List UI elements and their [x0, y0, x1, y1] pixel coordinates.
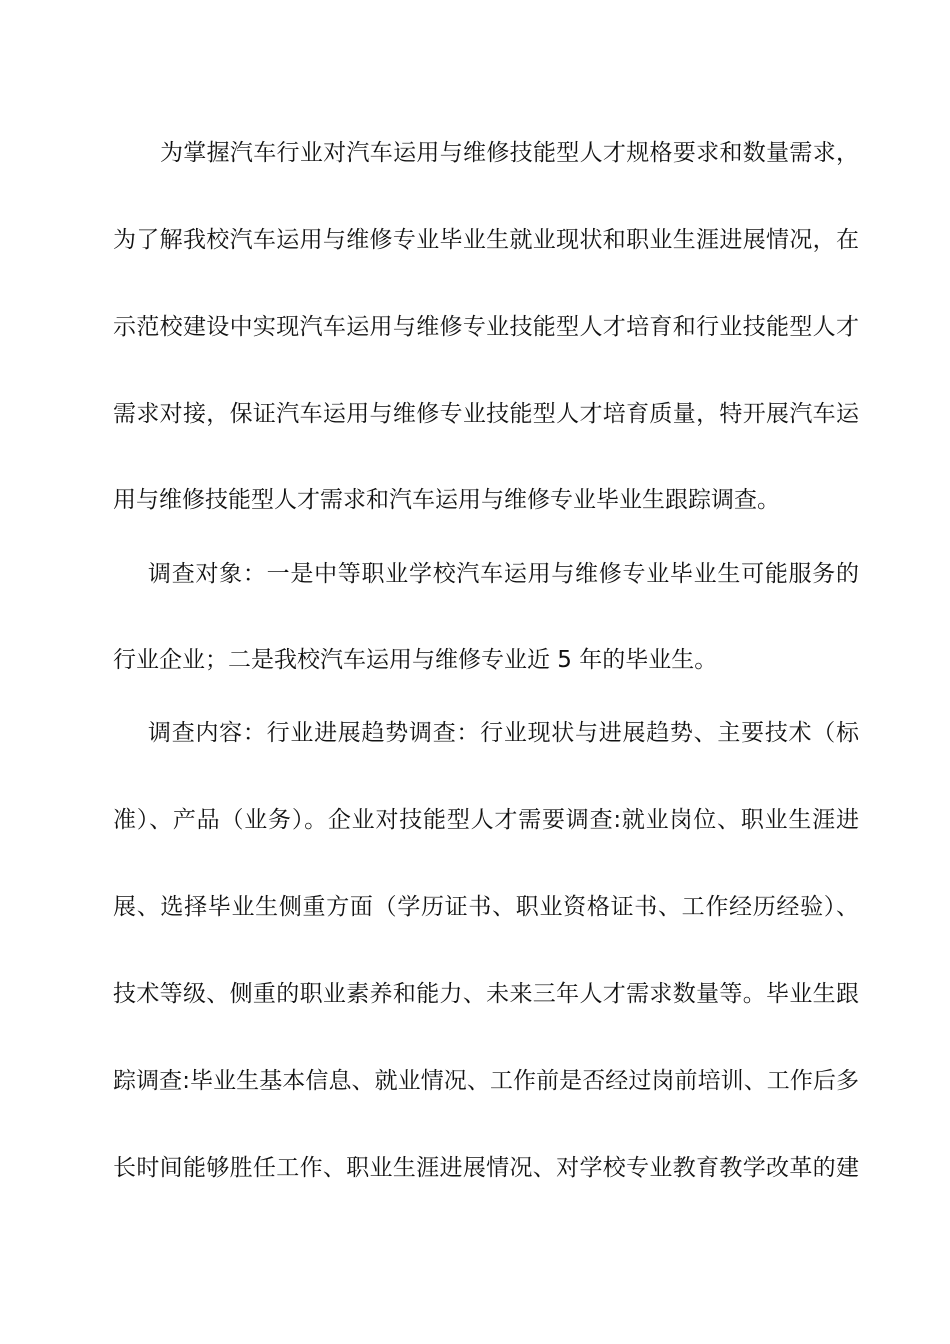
paragraph-3-line-5: 踪调查:毕业生基本信息、就业情况、工作前是否经过岗前培训、工作后多 [113, 1068, 859, 1094]
paragraph-3-line-6: 长时间能够胜任工作、职业生涯进展情况、对学校专业教育教学改革的建 [113, 1155, 859, 1181]
paragraph-1-line-3: 示范校建设中实现汽车运用与维修专业技能型人才培育和行业技能型人才 [113, 314, 859, 340]
paragraph-3-line-3: 展、选择毕业生侧重方面（学历证书、职业资格证书、工作经历经验）、 [113, 894, 859, 920]
paragraph-2-line-1: 调查对象：一是中等职业学校汽车运用与维修专业毕业生可能服务的 [148, 561, 859, 587]
paragraph-1-line-4: 需求对接，保证汽车运用与维修专业技能型人才培育质量，特开展汽车运 [113, 401, 859, 427]
paragraph-3-line-4: 技术等级、侧重的职业素养和能力、未来三年人才需求数量等。毕业生跟 [113, 981, 859, 1007]
paragraph-1-line-2: 为了解我校汽车运用与维修专业毕业生就业现状和职业生涯进展情况，在 [113, 227, 859, 253]
paragraph-2-line-2: 行业企业；二是我校汽车运用与维修专业近 5 年的毕业生。 [113, 647, 718, 673]
paragraph-3-line-1: 调查内容：行业进展趋势调查：行业现状与进展趋势、主要技术（标 [148, 720, 859, 746]
paragraph-1-line-1: 为掌握汽车行业对汽车运用与维修技能型人才规格要求和数量需求， [160, 140, 859, 166]
paragraph-3-line-2: 准）、产品（业务）。企业对技能型人才需要调查:就业岗位、职业生涯进 [113, 807, 859, 833]
paragraph-1-line-5: 用与维修技能型人才需求和汽车运用与维修专业毕业生跟踪调查。 [113, 487, 780, 513]
